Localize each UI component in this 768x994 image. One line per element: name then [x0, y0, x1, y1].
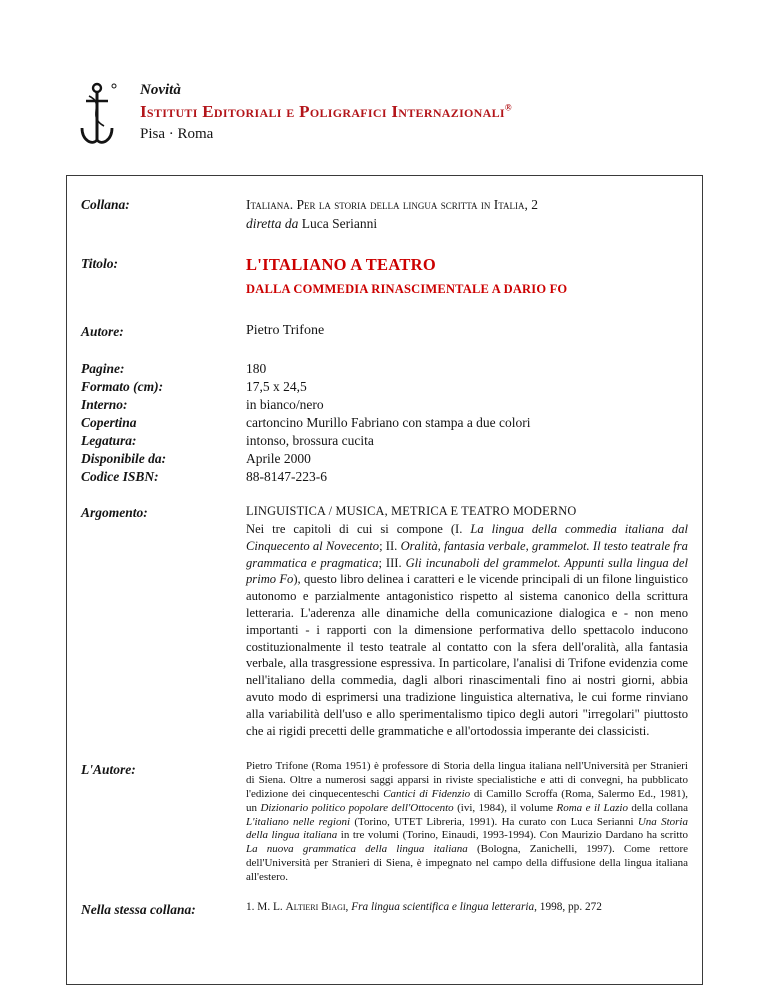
field-label-isbn: Codice ISBN: — [81, 469, 159, 484]
row-nella-stessa-collana — [81, 900, 688, 919]
row-titolo — [81, 254, 688, 298]
field-value-titolo — [246, 254, 688, 298]
spec-row-isbn — [81, 468, 688, 486]
specs-block — [81, 360, 688, 486]
spec-row-interno — [81, 396, 688, 414]
publisher-name-text: Istituti Editoriali e Poligrafici Internazionali — [140, 102, 505, 121]
row-autore — [81, 322, 688, 341]
author-bio: Pietro Trifone (Roma 1951) è professore di Storia della lingua italiana nell'Università per Stranieri di Siena. Oltre a numerosi saggi apparsi in riviste specialistiche e atti di convegni, ha pubblicato l'edizione dei cinquecenteschi Cantici di Fidenzio di Camillo Scroffa (Roma, Salermo Ed., 1981), un Dizionario politico popolare dell'Ottocento (ivi, 1984), il volume Roma e il Lazio della collana L'italiano nelle regioni (Torino, UTET Libreria, 1991). Ha curato con Luca Serianni Una Storia della lingua italiana in tre volumi (Torino, Einaudi, 1993-1994). Con Maurizio Dardano ha scritto La nuova grammatica della lingua italiana (Bologna, Zanichelli, 1997). Come rettore dell'Università per Stranieri di Siena, è impegnato nel campo della diffusione della lingua italiana all'estero. — [246, 760, 689, 883]
field-label-argomento: Argomento: — [81, 505, 148, 520]
field-value-formato: 17,5 x 24,5 — [246, 379, 307, 394]
field-value-legatura: intonso, brossura cucita — [246, 433, 374, 448]
same-series-entry: 1. M. L. Altieri Biagi, Fra lingua scientifica e lingua letteraria, 1998, pp. 272 — [246, 900, 602, 913]
field-label-autore: Autore: — [81, 324, 124, 339]
author-name: Pietro Trifone — [246, 323, 325, 338]
collana-series-name: Italiana. Per la storia della lingua scritta in Italia, 2 — [246, 197, 539, 212]
spec-row-disponibile — [81, 450, 688, 468]
field-label-lautore: L'Autore: — [81, 762, 136, 778]
publisher-text-block — [140, 80, 512, 143]
spec-row-legatura — [81, 432, 688, 450]
registered-trademark-mark: ® — [504, 102, 512, 113]
publisher-cities: Pisa · Roma — [140, 126, 214, 142]
field-value-collana — [246, 195, 688, 233]
field-label-interno: Interno: — [81, 397, 128, 412]
row-argomento — [81, 503, 688, 739]
novita-label: Novità — [140, 82, 181, 98]
subject-description: Nei tre capitoli di cui si compone (I. La lingua della commedia italiana dal Cinquecento al Novecento; II. Oralità, fantasia verbale, grammelot. Il testo teatrale fra grammatica e pragmatica; III. Gli incunaboli del grammelot. Appunti sulla lingua del primo Fo), questo libro delinea i caratteri e le vicende principali di un filone linguistico autonomo e parzialmente antagonistico rispetto al sistema canonico della scrittura letteraria. L'aderenza alle dinamiche della comunicazione dialogica e - non meno importanti - i rapporti con la dimensione performativa dello spettacolo inducono costituzionalmente il testo teatrale al contatto con la sfera dell'oralità, alla fantasia verbale, alla trasgressione espressiva. In particolare, l'analisi di Trifone evidenzia come nell'italiano della commedia, dagli albori rinascimentali fino ai nostri giorni, abbia avuto modo di esprimersi una tradizione linguistica alternativa, le cui forme rinviano alla variabilità dell'uso e allo sperimentalismo tipico degli autori "irregolari" piuttosto che ai rigidi precetti delle grammatiche e all'ortodossia imperante dei classicisti. — [246, 522, 689, 738]
field-label-formato: Formato (cm): — [81, 379, 164, 394]
field-label-pagine: Pagine: — [81, 361, 125, 376]
spec-row-copertina — [81, 414, 688, 432]
collana-directed-by: diretta da Luca Serianni — [246, 216, 378, 231]
field-label-collana: Collana: — [81, 197, 130, 212]
field-value-pagine: 180 — [246, 361, 267, 376]
field-label-disponibile: Disponibile da: — [81, 451, 167, 466]
field-value-disponibile: Aprile 2000 — [246, 451, 311, 466]
book-title: L'ITALIANO A TEATRO — [246, 255, 437, 274]
field-value-interno: in bianco/nero — [246, 397, 324, 412]
field-label-legatura: Legatura: — [81, 433, 137, 448]
row-lautore — [81, 760, 688, 884]
field-label-nella-collana: Nella stessa collana: — [81, 901, 196, 917]
book-info-box — [66, 175, 703, 985]
subject-category: LINGUISTICA / MUSICA, METRICA E TEATRO MODERNO — [246, 504, 577, 518]
spec-row-pagine — [81, 360, 688, 378]
book-subtitle: DALLA COMMEDIA RINASCIMENTALE A DARIO FO — [246, 282, 568, 296]
field-label-copertina: Copertina — [81, 415, 137, 430]
field-value-isbn: 88-8147-223-6 — [246, 469, 327, 484]
field-value-copertina: cartoncino Murillo Fabriano con stampa a due colori — [246, 415, 531, 430]
row-collana — [81, 195, 688, 233]
field-value-argomento — [246, 503, 688, 739]
publisher-header — [76, 80, 512, 154]
publisher-name — [140, 102, 512, 122]
field-label-titolo: Titolo: — [81, 256, 118, 271]
anchor-emblem-icon — [76, 80, 120, 154]
spec-row-formato — [81, 378, 688, 396]
